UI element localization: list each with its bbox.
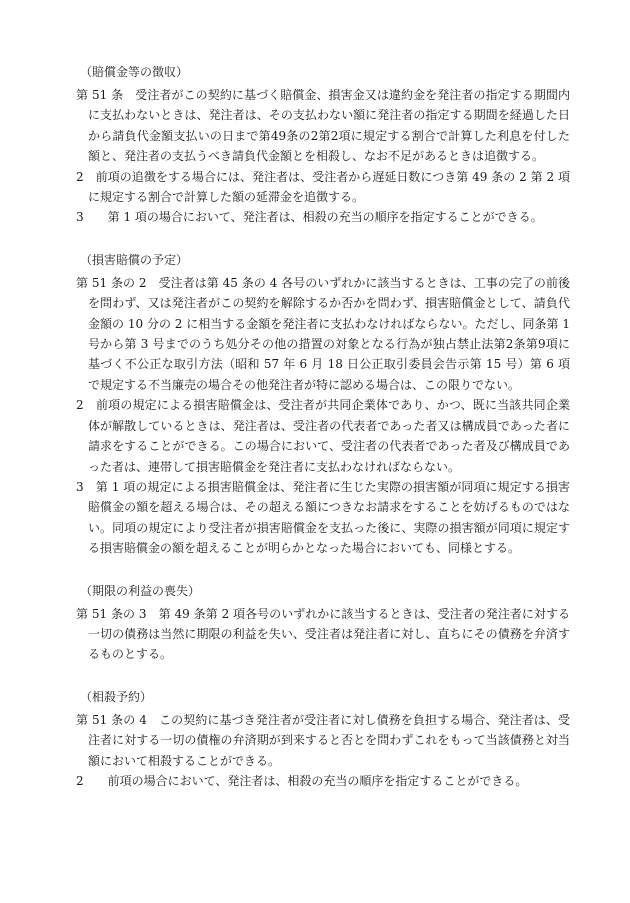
paragraph-text: 第 49 条第 2 項各号のいずれかに該当するときは、受注者の発注者に対する一切の債務は当然に期限の利益を失い、受注者は発注者に対し、直ちにその債務を弁済するものとする。: [88, 606, 570, 662]
paragraph-text: この契約に基づき発注者が受注者に対し債務を負担する場合、発注者は、受注者に対する一切の債権の弁済期が到来すると否とを問わずこれをもって当該債務と対当額において相殺することができる。: [88, 712, 570, 768]
article-heading: （相殺予約）: [80, 689, 153, 704]
article-paragraph: [76, 771, 570, 791]
paragraph-text: 受注者がこの契約に基づく賠償金、損害金又は違約金を発注者の指定する期間内に支払わないときは、発注者は、その支払わない額に発注者の指定する期間を経過した日から請負代金額支払いの日まで第49条の2第2項に規定する割合で計算した利息を付した額と、発注者の支払うべき請負代金額とを相殺し、なお不足があるときは追徴する。: [88, 88, 570, 164]
article-heading: （期限の利益の喪失）: [80, 583, 201, 598]
paragraph-number: 第 51 条の 3: [76, 606, 159, 621]
paragraph-number: 3: [76, 479, 96, 494]
paragraph-number: 3: [76, 210, 108, 225]
article-paragraph: [76, 207, 570, 227]
article-paragraph: [76, 477, 570, 559]
paragraph-number: 2: [76, 398, 96, 413]
article-paragraph: [76, 85, 570, 167]
article-51-section: [76, 62, 570, 228]
article-paragraph: [76, 395, 570, 477]
article-51-4-section: [76, 687, 570, 792]
article-paragraph: [76, 167, 570, 208]
paragraph-text: 前項の場合において、発注者は、相殺の充当の順序を指定することができる。: [107, 773, 528, 788]
paragraph-text: 第 1 項の場合において、発注者は、相殺の充当の順序を指定することができる。: [107, 210, 543, 225]
article-51-3-section: [76, 581, 570, 665]
article-paragraph: [76, 273, 570, 395]
paragraph-text: 前項の規定による損害賠償金は、受注者が共同企業体であり、かつ、既に当該共同企業体が解散しているときは、発注者は、受注者の代表者であった者又は構成員であった者に請求をすることができる。この場合において、受注者の代表者であった者及び構成員であった者は、連帯して損害賠償金を発注者に支払わなければならない。: [88, 398, 570, 474]
paragraph-text: 前項の追徴をする場合には、発注者は、受注者から遅延日数につき第 49 条の 2 第 2 項に規定する割合で計算した額の延滞金を追徴する。: [88, 169, 570, 205]
paragraph-text: 受注者は第 45 条の 4 各号のいずれかに該当するときは、工事の完了の前後を問わず、又は発注者がこの契約を解除するか否かを問わず、損害賠償金として、請負代金額の 10 分の 2 に相当する金額を発注者に支払わなければならない。ただし、同条第 1 号から第 3 号までのうち処分その他の措置の対象となる行為が独占禁止法第2条第9項に基づく不公正な取引方法（昭和 57 年 6 月 18 日公正取引委員会告示第 15 号）第 6 項で規定する不当廉売の場合その他発注者が特に認める場合は、この限りでない。: [88, 275, 570, 392]
paragraph-number: 第 51 条の 4: [76, 712, 160, 727]
paragraph-text: 第 1 項の規定による損害賠償金は、発注者に生じた実際の損害額が同項に規定する損害賠償金の額を超える場合は、その超える額につきなお請求をすることを妨げるものではない。同項の規定により受注者が損害賠償金を支払った後に、実際の損害額が同項に規定する損害賠償金の額を超えることが明らかとなった場合においても、同様とする。: [88, 479, 570, 556]
paragraph-number: 第 51 条: [76, 88, 136, 102]
paragraph-number: 第 51 条の 2: [76, 275, 159, 290]
article-51-2-section: [76, 250, 570, 559]
paragraph-number: 2: [76, 773, 108, 788]
article-paragraph: [76, 710, 570, 771]
paragraph-number: 2: [76, 169, 96, 184]
article-heading: （賠償金等の徴収）: [80, 65, 189, 79]
article-heading: （損害賠償の予定）: [80, 252, 189, 267]
article-paragraph: [76, 604, 570, 665]
